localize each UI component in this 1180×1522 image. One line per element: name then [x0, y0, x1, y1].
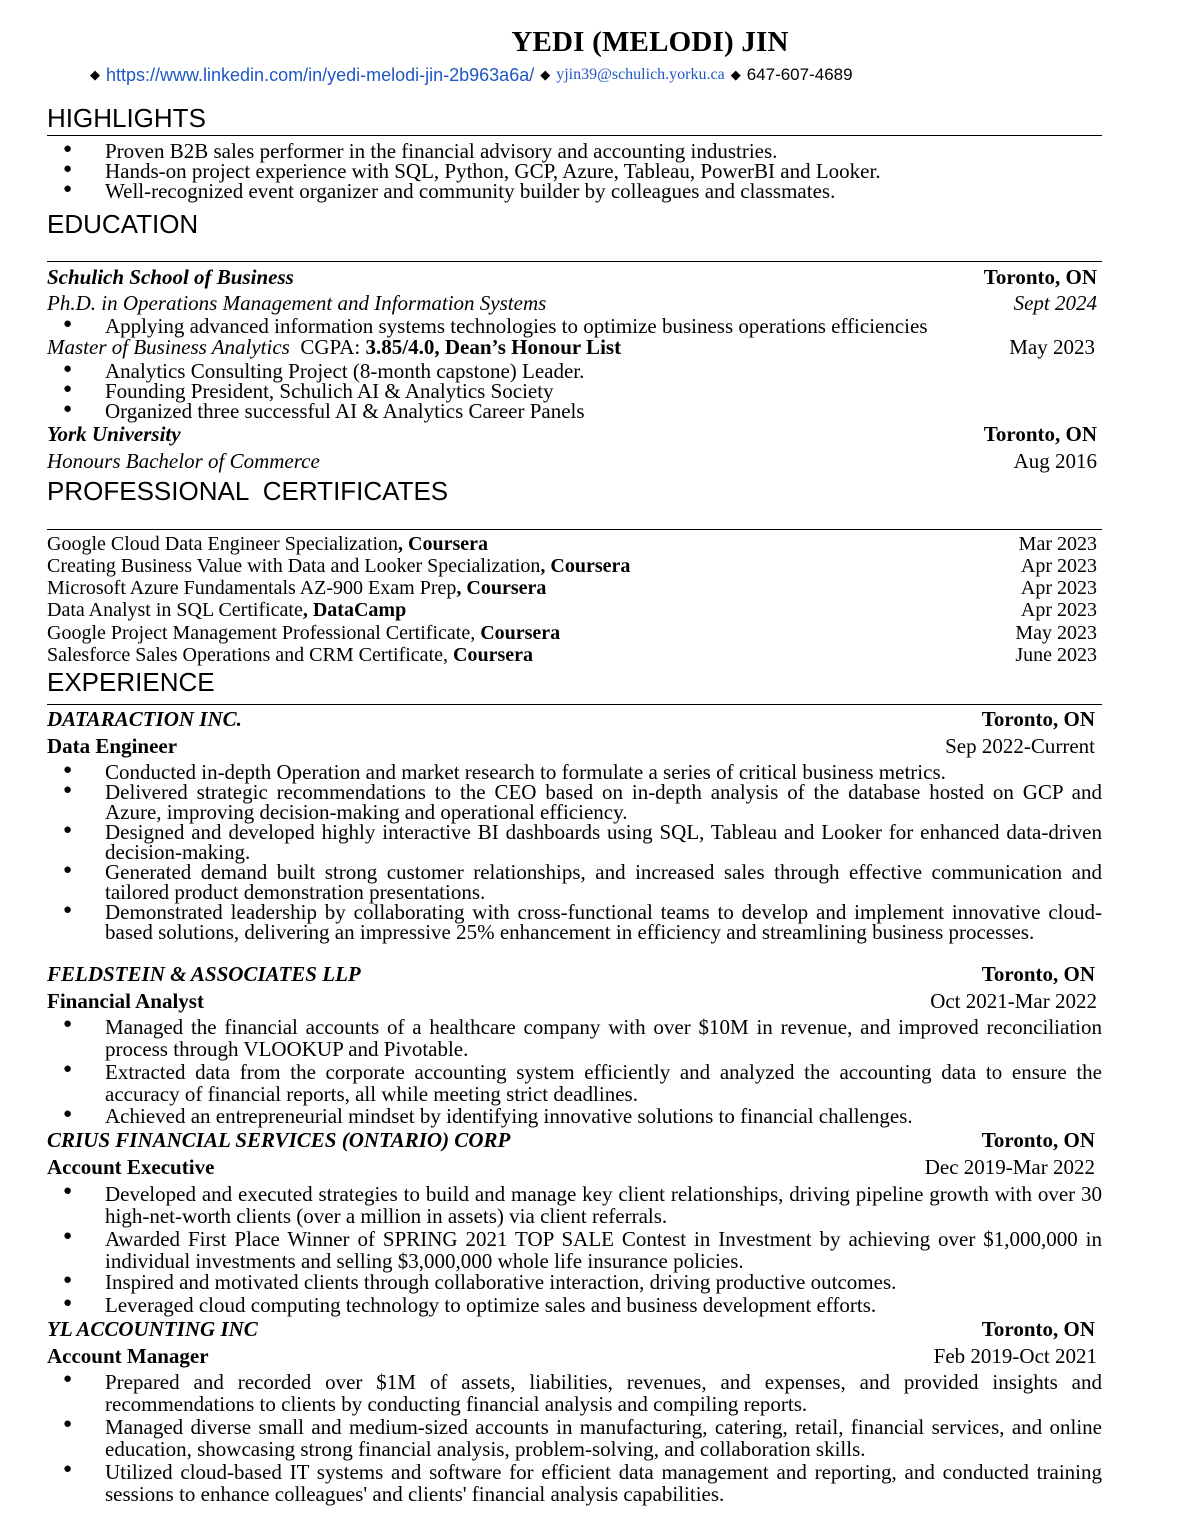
- degree-date: May 2023: [1009, 335, 1095, 359]
- highlight-item: Proven B2B sales performer in the financial advisory and accounting industries.: [105, 139, 778, 163]
- certificate-item: [47, 533, 488, 555]
- school-location: Toronto, ON: [983, 422, 1097, 446]
- gpa-label: CGPA:: [300, 335, 361, 359]
- bullet-icon: ●: [63, 1183, 73, 1199]
- company-name: CRIUS FINANCIAL SERVICES (ONTARIO) CORP: [47, 1128, 511, 1152]
- section-heading-experience: EXPERIENCE: [47, 667, 215, 697]
- bullet-icon: ●: [63, 902, 73, 918]
- job-dates: Oct 2021-Mar 2022: [930, 989, 1097, 1013]
- company-name: DATARACTION INC.: [47, 707, 242, 731]
- bullet-icon: ●: [63, 1272, 73, 1288]
- school-name: Schulich School of Business: [47, 265, 294, 289]
- certificate-name: Data Analyst in SQL Certificate: [47, 599, 303, 621]
- section-heading-certificates: PROFESSIONAL CERTIFICATES: [47, 476, 449, 506]
- job-bullet: Managed diverse small and medium-sized accounts in manufacturing, catering, retail, financial services, and online education, showcasing strong financial analysis, problem-solving, and collaboration skills.: [105, 1415, 1102, 1461]
- certificate-date: Apr 2023: [1020, 555, 1097, 577]
- certificate-provider: Coursera: [453, 644, 533, 666]
- education-bullet: Applying advanced information systems technologies to optimize business operations efficiencies: [105, 314, 928, 338]
- bullet-icon: ●: [63, 1461, 73, 1477]
- highlight-item: Well-recognized event organizer and community builder by colleagues and classmates.: [105, 179, 836, 203]
- job-bullet: Awarded First Place Winner of SPRING 2021 TOP SALE Contest in Investment by achieving over $1,000,000 in individual investments and selling $3,000,000 whole life insurance policies.: [105, 1227, 1102, 1273]
- job-bullet: Delivered strategic recommendations to the CEO based on in-depth analysis of the database hosted on GCP and Azure, improving decision-making and operational efficiency.: [105, 780, 1102, 824]
- bullet-icon: ●: [63, 1371, 73, 1387]
- certificate-item: [47, 622, 560, 644]
- company-name: YL ACCOUNTING INC: [47, 1317, 258, 1341]
- degree-title: Master of Business Analytics: [47, 335, 290, 359]
- certificate-item: [47, 599, 406, 621]
- section-divider: [47, 261, 1102, 262]
- certificate-provider: , Coursera: [540, 555, 631, 577]
- certificate-provider: , Coursera: [456, 577, 547, 599]
- certificate-date: Mar 2023: [1018, 533, 1097, 555]
- certificate-date: May 2023: [1015, 622, 1097, 644]
- bullet-icon: ●: [63, 381, 73, 397]
- degree-title: Honours Bachelor of Commerce: [47, 449, 320, 473]
- section-divider: [47, 529, 1102, 530]
- job-bullet: Developed and executed strategies to build and manage key client relationships, driving pipeline growth with over 30 high-net-worth clients (over a million in assets) via client referrals.: [105, 1182, 1102, 1228]
- certificate-item: [47, 644, 533, 666]
- section-heading-education: EDUCATION: [47, 209, 199, 239]
- job-bullet: Generated demand built strong customer relationships, and increased sales through effective communication and tailored product demonstration presentations.: [105, 860, 1102, 904]
- job-dates: Feb 2019-Oct 2021: [933, 1344, 1097, 1368]
- school-location: Toronto, ON: [983, 265, 1097, 289]
- certificate-provider: , Coursera: [398, 533, 488, 555]
- job-title: Account Manager: [47, 1344, 209, 1368]
- certificate-name: Creating Business Value with Data and Looker Specialization: [47, 555, 541, 577]
- education-bullet: Organized three successful AI & Analytics Career Panels: [105, 399, 585, 423]
- bullet-icon: ●: [63, 1228, 73, 1244]
- bullet-icon: ●: [63, 181, 73, 197]
- job-dates: Sep 2022-Current: [945, 734, 1095, 758]
- certificate-name: Microsoft Azure Fundamentals AZ-900 Exam Prep: [47, 577, 457, 599]
- bullet-icon: ●: [63, 401, 73, 417]
- bullet-icon: ●: [63, 1416, 73, 1432]
- highlight-item: Hands-on project experience with SQL, Python, GCP, Azure, Tableau, PowerBI and Looker.: [105, 159, 881, 183]
- degree-date: Aug 2016: [1013, 449, 1097, 473]
- email-link[interactable]: yjin39@schulich.yorku.ca: [556, 66, 725, 83]
- job-bullet: Utilized cloud-based IT systems and software for efficient data management and reporting, and conducted training sessions to enhance colleagues' and clients' financial analysis capabilities.: [105, 1460, 1102, 1506]
- bullet-icon: ●: [63, 782, 73, 798]
- honour-label: , Dean’s Honour List: [434, 335, 622, 359]
- job-location: Toronto, ON: [981, 962, 1095, 986]
- job-title: Account Executive: [47, 1155, 215, 1179]
- certificate-date: Apr 2023: [1020, 599, 1097, 621]
- job-location: Toronto, ON: [981, 707, 1095, 731]
- job-bullet: Managed the financial accounts of a healthcare company with over $10M in revenue, and improved reconciliation process through VLOOKUP and Pivotable.: [105, 1015, 1102, 1061]
- bullet-icon: ●: [63, 862, 73, 878]
- bullet-icon: ●: [63, 1106, 73, 1122]
- job-title: Financial Analyst: [47, 989, 204, 1013]
- certificate-name: Google Cloud Data Engineer Specialization: [47, 533, 399, 555]
- linkedin-link[interactable]: https://www.linkedin.com/in/yedi-melodi-jin-2b963a6a/: [106, 64, 535, 85]
- bullet-icon: ●: [63, 161, 73, 177]
- resume-name: YEDI (MELODI) JIN: [511, 26, 789, 58]
- section-divider: [47, 704, 1102, 705]
- job-dates: Dec 2019-Mar 2022: [924, 1155, 1095, 1179]
- certificate-item: [47, 577, 546, 599]
- bullet-icon: ●: [63, 1295, 73, 1311]
- degree-date: Sept 2024: [1013, 291, 1097, 315]
- certificate-date: June 2023: [1015, 644, 1097, 666]
- bullet-icon: ●: [63, 762, 73, 778]
- degree-title: Ph.D. in Operations Management and Information Systems: [47, 291, 547, 315]
- job-bullet: Conducted in-depth Operation and market research to formulate a series of critical business metrics.: [105, 760, 946, 784]
- job-bullet: Inspired and motivated clients through collaborative interaction, driving productive outcomes.: [105, 1270, 897, 1294]
- degree-line: [47, 336, 621, 358]
- job-bullet: Extracted data from the corporate accounting system efficiently and analyzed the accounting data to ensure the accuracy of financial reports, all while meeting strict deadlines.: [105, 1060, 1102, 1106]
- bullet-icon: ●: [63, 822, 73, 838]
- bullet-icon: ●: [63, 316, 73, 332]
- diamond-icon: ◆: [540, 67, 551, 82]
- certificate-provider: Coursera: [480, 622, 561, 644]
- job-title: Data Engineer: [47, 734, 178, 758]
- job-bullet: Demonstrated leadership by collaborating with cross-functional teams to develop and implement innovative cloud-based solutions, delivering an impressive 25% enhancement in efficiency and streamlining business processes.: [105, 900, 1102, 944]
- certificate-name: Google Project Management Professional Certificate,: [47, 622, 481, 644]
- company-name: FELDSTEIN & ASSOCIATES LLP: [47, 962, 361, 986]
- gpa-value: 3.85/4.0: [365, 335, 435, 359]
- job-bullet: Leveraged cloud computing technology to optimize sales and business development efforts.: [105, 1293, 877, 1317]
- section-divider: [47, 135, 1102, 136]
- bullet-icon: ●: [63, 361, 73, 377]
- bullet-icon: ●: [63, 1016, 73, 1032]
- job-bullet: Designed and developed highly interactive BI dashboards using SQL, Tableau and Looker for enhanced data-driven decision-making.: [105, 820, 1102, 864]
- school-name: York University: [47, 422, 181, 446]
- certificate-name: Salesforce Sales Operations and CRM Certificate,: [47, 644, 453, 666]
- certificate-date: Apr 2023: [1020, 577, 1097, 599]
- contact-line: [90, 64, 853, 86]
- certificate-item: [47, 555, 630, 577]
- job-bullet: Prepared and recorded over $1M of assets, liabilities, revenues, and expenses, and provided insights and recommendations to clients by conducting financial analysis and compiling reports.: [105, 1370, 1102, 1416]
- certificate-provider: , DataCamp: [302, 599, 407, 621]
- bullet-icon: ●: [63, 141, 73, 157]
- job-bullet: Achieved an entrepreneurial mindset by identifying innovative solutions to financial challenges.: [105, 1104, 913, 1128]
- bullet-icon: ●: [63, 1061, 73, 1077]
- phone-number: 647-607-4689: [746, 65, 853, 84]
- education-bullet: Founding President, Schulich AI & Analytics Society: [105, 379, 554, 403]
- job-location: Toronto, ON: [981, 1128, 1095, 1152]
- diamond-icon: ◆: [730, 67, 741, 82]
- education-bullet: Analytics Consulting Project (8-month capstone) Leader.: [105, 359, 585, 383]
- diamond-icon: ◆: [90, 67, 100, 82]
- section-heading-highlights: HIGHLIGHTS: [47, 103, 206, 133]
- job-location: Toronto, ON: [981, 1317, 1095, 1341]
